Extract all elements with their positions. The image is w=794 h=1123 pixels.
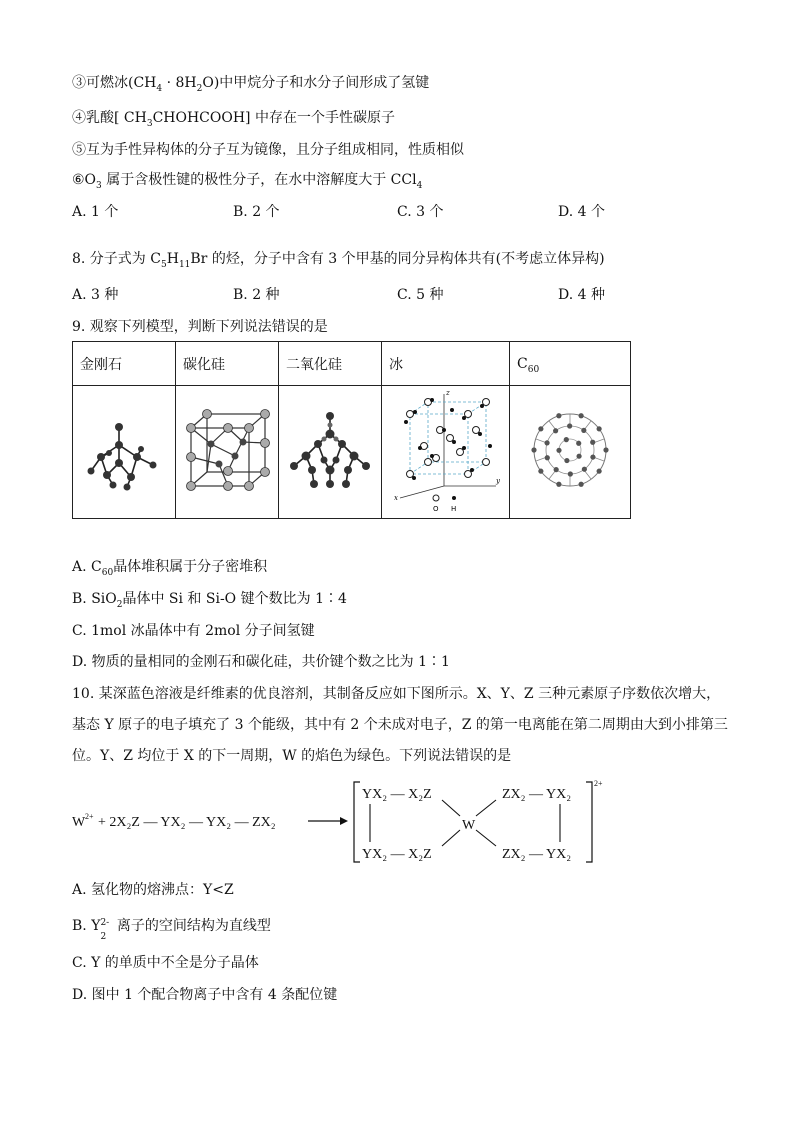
statement-3: ③可燃冰$(CH_4 \cdot 8H_2O)$中甲烷分子和水分子间形成了氢键 <box>72 75 430 94</box>
complex-charge: 2+ <box>594 779 603 788</box>
right-bracket <box>586 782 592 862</box>
silicon-carbide-structure-image <box>181 404 273 496</box>
ice-axis-z: z <box>445 389 450 397</box>
c60-atom <box>597 426 602 431</box>
c60-atom <box>564 437 569 442</box>
ice-structure-image <box>388 386 504 514</box>
header-silicon-carbide: 碳化硅 <box>176 342 279 386</box>
ice-legend-h: H <box>450 505 456 513</box>
c60-atom <box>590 440 595 445</box>
crystal-model-table <box>72 341 631 519</box>
complex-bottom-right: ZX₂ — YX₂ <box>502 847 572 862</box>
q10-option-c: C. Y 的单质中不全是分子晶体 <box>72 955 259 971</box>
complex-top-left: YX₂ — X₂Z <box>362 787 432 802</box>
statement-4: ④乳酸[ $CH_3CHOHCOOH$] 中存在一个手性碳原子 <box>72 110 395 129</box>
silicon-carbide-model <box>176 386 279 519</box>
q10-stem-line-1: 10. 某深蓝色溶液是纤维素的优良溶剂，其制备反应如下图所示。X、Y、Z 三种元素原子序数依次增大， <box>72 686 721 702</box>
c60-atom <box>564 458 569 463</box>
c60-atom <box>545 455 550 460</box>
c60-atom <box>556 482 561 487</box>
q9-option-b: B. SiO$_2$晶体中 Si 和 Si-O 键个数比为 1∶4 <box>72 591 347 610</box>
c60-atom <box>579 413 584 418</box>
q7-option-b: B. 2 个 <box>233 204 280 220</box>
c60-structure-image <box>520 400 620 500</box>
header-c60: $C_{60}$ <box>510 342 631 386</box>
c60-atoms <box>531 413 608 487</box>
c60-atom <box>579 482 584 487</box>
q7-option-d: D. 4 个 <box>558 204 605 220</box>
q9-option-a: A. $C_{60}$晶体堆积属于分子密堆积 <box>72 559 268 578</box>
c60-atom <box>544 440 549 445</box>
q7-option-c: C. 3 个 <box>397 204 444 220</box>
c60-atom <box>568 471 573 476</box>
c60-atom <box>556 413 561 418</box>
c60-atom <box>576 454 581 459</box>
reaction-arrow-head <box>340 817 348 825</box>
q10-option-d: D. 图中 1 个配合物离子中含有 4 条配位键 <box>72 987 338 1003</box>
q10-stem-line-3: 位。Y、Z 均位于 X 的下一周期，W 的焰色为绿色。下列说法错误的是 <box>72 748 512 764</box>
c60-atom <box>582 467 587 472</box>
reactant-metal: W <box>72 815 86 830</box>
left-bracket <box>354 782 360 862</box>
reactant-ligand: + 2X₂Z — YX₂ — YX₂ — ZX₂ <box>98 815 276 830</box>
complex-center-metal: W <box>462 818 476 833</box>
diamond-structure-image <box>79 405 169 495</box>
c60-atom <box>531 447 536 452</box>
q10-option-a: A. 氢化物的熔沸点：Y<Z <box>72 882 234 898</box>
reaction-scheme <box>72 776 632 868</box>
ice-model <box>382 386 510 519</box>
c60-atom <box>553 428 558 433</box>
q7-option-a: A. 1 个 <box>72 204 119 220</box>
q8-option-a: A. 3 种 <box>72 287 119 303</box>
statement-6: $⑥O_3$ 属于含极性键的极性分子，在水中溶解度大于 CCl$_4$ <box>72 172 423 191</box>
c60-model <box>510 386 631 519</box>
silicon-dioxide-model <box>279 386 382 519</box>
q8-option-c: C. 5 种 <box>397 287 444 303</box>
c60-atom <box>603 447 608 452</box>
statement-5: ⑤互为手性异构体的分子互为镜像，且分子组成相同，性质相似 <box>72 142 464 158</box>
c60-atom <box>567 423 572 428</box>
c60-atom <box>538 469 543 474</box>
header-diamond: 金刚石 <box>73 342 176 386</box>
q9-stem: 9. 观察下列模型，判断下列说法错误的是 <box>72 319 328 335</box>
ice-axis-x: x <box>393 494 398 502</box>
diamond-model <box>73 386 176 519</box>
c60-atom <box>581 428 586 433</box>
c60-atom <box>576 441 581 446</box>
c60-atom <box>597 469 602 474</box>
q8-option-d: D. 4 种 <box>558 287 605 303</box>
q8-option-b: B. 2 种 <box>233 287 280 303</box>
header-ice: 冰 <box>382 342 510 386</box>
complex-bottom-left: YX₂ — X₂Z <box>362 847 432 862</box>
c60-atom <box>556 448 561 453</box>
q10-stem-line-2: 基态 Y 原子的电子填充了 3 个能级，其中有 2 个未成对电子，Z 的第一电离能在第二周期由大到小排第三 <box>72 717 728 733</box>
reactant-charge: 2+ <box>85 812 94 821</box>
complex-top-right: ZX₂ — YX₂ <box>502 787 572 802</box>
ice-legend-o: O <box>432 505 439 513</box>
c60-atom <box>590 454 595 459</box>
q8-stem: 8. 分子式为 $C_5H_{11}Br$ 的烃，分子中含有 3 个甲基的同分异构体共有(不考虑立体异构) <box>72 251 605 270</box>
q9-option-d: D. 物质的量相同的金刚石和碳化硅，共价键个数之比为 1∶1 <box>72 654 450 670</box>
header-silicon-dioxide: 二氧化硅 <box>279 342 382 386</box>
c60-atom <box>538 426 543 431</box>
c60-atom <box>554 467 559 472</box>
q10-option-b: B. Y 2- 2 离子的空间结构为直线型 <box>72 918 271 942</box>
silicon-dioxide-structure-image <box>284 404 376 496</box>
ice-axis-y: y <box>495 477 500 485</box>
q9-option-c: C. 1mol 冰晶体中有 2mol 分子间氢键 <box>72 623 315 639</box>
